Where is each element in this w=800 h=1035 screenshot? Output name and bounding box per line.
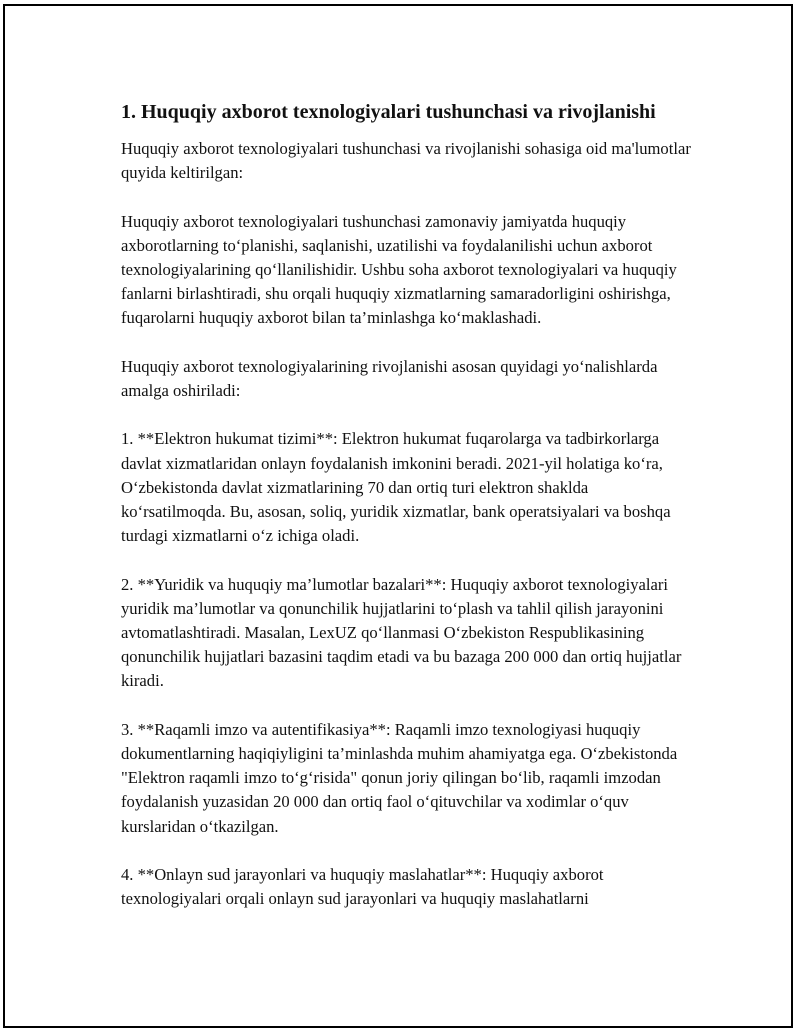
document-body bbox=[121, 98, 691, 936]
intro-paragraph: Huquqiy axborot texnologiyalari tushunchasi va rivojlanishi sohasiga oid ma'lumotlar quyida keltirilgan: bbox=[121, 139, 691, 183]
page-frame bbox=[3, 4, 793, 1028]
list-item-digital-signature: 3. **Raqamli imzo va autentifikasiya**: Raqamli imzo texnologiyasi huquqiy dokumentlarning haqiqiyligini ta’minlashda muhim ahamiyatga ega. O‘zbekistonda "Elektron raqamli imzo to‘g‘risida" qonun joriy qilingan bo‘lib, raqamli imzodan foydalanish yuzasidan 20 000 dan ortiq faol o‘qituvchilar va xodimlar o‘quv kurslaridan o‘tkazilgan. bbox=[121, 719, 678, 836]
definition-paragraph: Huquqiy axborot texnologiyalari tushunchasi zamonaviy jamiyatda huquqiy axborotlarning to‘planishi, saqlanishi, uzatilishi va foydalanilishi uchun axborot texnologiyalarining qo‘llanilishidir. Ushbu soha axborot texnologiyalari va huquqiy fanlarni birlashtiradi, shu orqali huquqiy xizmatlarning samaradorligini oshirishga, fuqarolarni huquqiy axborot bilan ta’minlashga ko‘maklashadi. bbox=[121, 211, 677, 328]
list-item-legal-databases: 2. **Yuridik va huquqiy ma’lumotlar bazalari**: Huquqiy axborot texnologiyalari yuridik ma’lumotlar va qonunchilik hujjatlarini to‘plash va tahlil qilish jarayonini avtomatlashtiradi. Masalan, LexUZ qo‘llanmasi O‘zbekiston Respublikasining qonunchilik hujjatlari bazasini taqdim etadi va bu bazaga 200 000 dan ortiq hujjatlar kiradi. bbox=[121, 574, 682, 691]
list-item-online-courts: 4. **Onlayn sud jarayonlari va huquqiy maslahatlar**: Huquqiy axborot texnologiyalari orqali onlayn sud jarayonlari va huquqiy maslahatlarni bbox=[121, 865, 604, 909]
list-item-e-government: 1. **Elektron hukumat tizimi**: Elektron hukumat fuqarolarga va tadbirkorlarga davlat xizmatlaridan onlayn foydalanish imkonini beradi. 2021-yil holatiga ko‘ra, O‘zbekistonda davlat xizmatlarining 70 dan ortiq turi elektron shaklda ko‘rsatilmoqda. Bu, asosan, soliq, yuridik xizmatlar, bank operatsiyalari va boshqa turdagi xizmatlarni o‘z ichiga oladi. bbox=[121, 429, 671, 546]
document-title: 1. Huquqiy axborot texnologiyalari tushunchasi va rivojlanishi bbox=[121, 101, 656, 123]
directions-paragraph: Huquqiy axborot texnologiyalarining rivojlanishi asosan quyidagi yo‘nalishlarda amalga oshiriladi: bbox=[121, 356, 658, 400]
